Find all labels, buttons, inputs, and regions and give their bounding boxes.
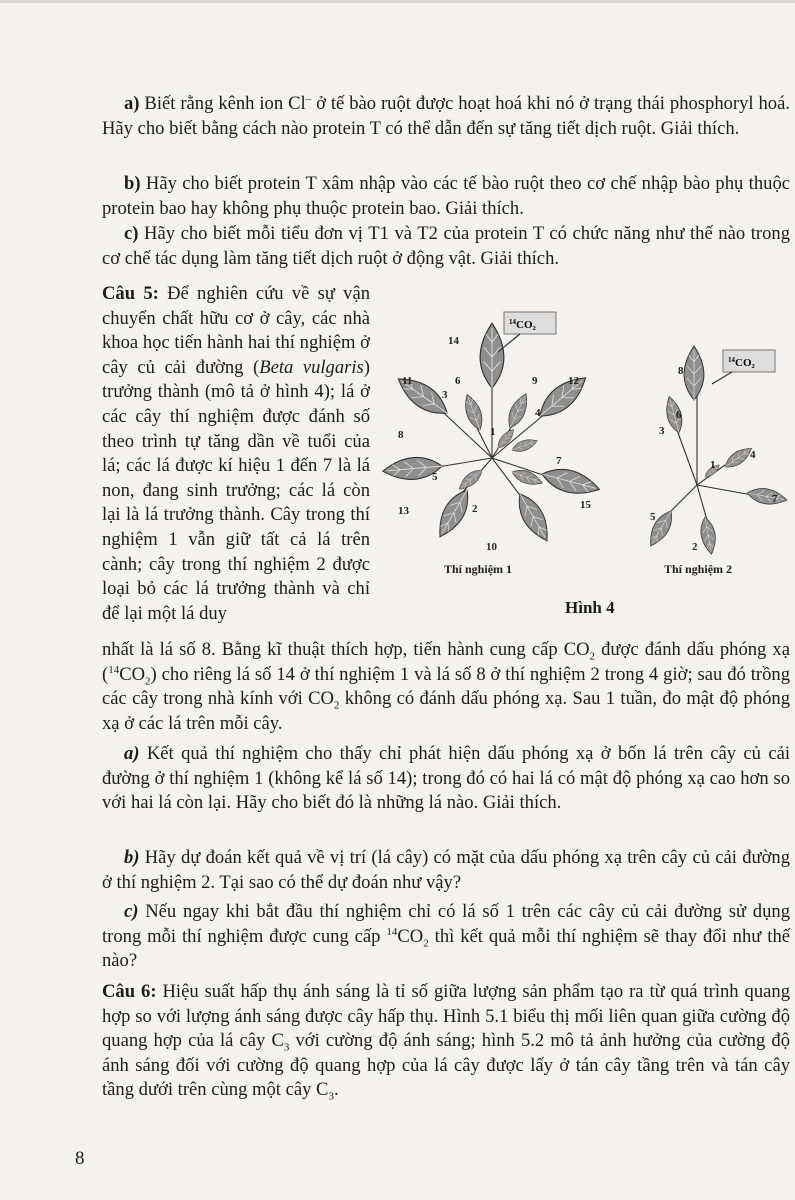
co2-label-exp1: [498, 312, 556, 352]
plant-diagram: [380, 300, 795, 600]
exp2-leaf-label: 1: [710, 459, 716, 471]
exp2-leaf-label: 6: [676, 409, 682, 421]
exp1-leaf-label: 6: [455, 375, 461, 387]
exp1-leaf-label: 14: [448, 335, 459, 347]
exp1-leaf-label: 11: [402, 375, 413, 387]
exp1-leaf-label: 3: [442, 389, 448, 401]
cont-4: ) cho riêng lá số 14 ở thí nghiệm 1 và lá số 8 ở thí nghiệm 2 trong 4 giờ; sau đó trồng các cây trong nhà kính với CO: [102, 663, 790, 710]
sub-2: 2: [333, 699, 340, 712]
para-b: [102, 172, 790, 221]
para-a-pre: Biết rằng kênh ion Cl: [139, 93, 306, 114]
exp1-caption: Thí nghiệm 1: [444, 562, 513, 576]
para-a-post: ở tế bào ruột được hoạt hoá khi nó ở trạng thái phosphoryl hoá. Hãy cho biết bằng cách nào protein T có thể dẫn đến sự tăng tiết dịch ruột. Giải thích.: [102, 93, 790, 139]
cont-2: được đánh dấu phóng xạ (: [102, 639, 790, 685]
label-b: b): [124, 173, 141, 194]
exp1-leaf-label: 13: [398, 505, 409, 517]
cau5-c: [102, 900, 790, 974]
cau5-c-text-3: thì kết quả mỗi thí nghiệm sẽ thay đổi như thế nào?: [102, 925, 790, 972]
exp2-leaf-label: 7: [772, 493, 778, 505]
cau5-b-text: Hãy dự đoán kết quả về vị trí (lá cây) có mặt của dấu phóng xạ trên cây củ cải đường ở thí nghiệm 2. Tại sao có thể dự đoán như vậy?: [102, 847, 790, 893]
exp2-caption: Thí nghiệm 2: [664, 562, 733, 576]
exp1-leaf-label: 12: [568, 375, 579, 387]
cau5-b: [102, 846, 790, 895]
cau5-a: [102, 742, 790, 816]
cau6-t2: với cường độ ánh sáng; hình 5.2 mô tả ảnh hưởng của cường độ ánh sáng đối với cường độ quang hợp của lá cây được lấy ở tán cây tầng trên và tán cây tầng dưới trên cùng một cây C: [102, 1030, 790, 1101]
para-a: [102, 92, 790, 141]
exp2-leaf-label: 4: [750, 449, 756, 461]
sup-14: 14: [386, 925, 398, 938]
cau5-a-text: Kết quả thí nghiệm cho thấy chỉ phát hiện dấu phóng xạ ở bốn lá trên cây củ cải đường ở thí nghiệm 1 (không kể lá số 14); trong đó có hai lá có mật độ phóng xạ cao hơn so với hai lá còn lại. Hãy cho biết đó là những lá nào. Giải thích.: [102, 743, 790, 814]
cont-1: nhất là lá số 8. Bằng kĩ thuật thích hợp, tiến hành cung cấp CO: [102, 639, 590, 660]
para-a-sup: –: [305, 92, 312, 105]
svg-text:14CO₂: $^{14}$CO₂: [728, 356, 755, 369]
cau6: [102, 980, 790, 1103]
cau5-c-label: c): [124, 901, 139, 922]
exp1-leaf-label: 15: [580, 499, 591, 511]
top-border: [0, 0, 795, 3]
exp1-leaf-label: 1: [490, 426, 496, 438]
exp1-leaf-label: 2: [472, 503, 478, 515]
co2-label-exp2: [712, 350, 775, 384]
cau5-continuation: [102, 638, 790, 736]
cau5-label: Câu 5:: [102, 283, 159, 304]
cau5-c-text-2: CO: [397, 925, 424, 947]
cau6-label: Câu 6:: [102, 981, 157, 1002]
sub-2: 2: [423, 937, 429, 950]
exp1-leaf-label: 10: [486, 541, 497, 553]
sub-3: 3: [328, 1091, 334, 1104]
exp1-leaf-label: 4: [535, 407, 541, 419]
sub-2: 2: [589, 650, 596, 663]
sub-2: 2: [145, 675, 151, 688]
para-c: [102, 222, 790, 271]
exp2-leaf-label: 5: [650, 511, 656, 523]
para-b-text: Hãy cho biết protein T xâm nhập vào các tế bào ruột theo cơ chế nhập bào phụ thuộc protein bao hay không phụ thuộc protein bao. Giải thích.: [102, 173, 790, 219]
cau5-c-text-1: Nếu ngay khi bắt đầu thí nghiệm chỉ có lá số 1 trên các cây củ cải đường sử dụng trong mỗi thí nghiệm được cung cấp: [102, 901, 790, 947]
cau6-t3: .: [333, 1079, 339, 1101]
sub-3: 3: [283, 1041, 290, 1054]
page-number: 8: [75, 1148, 85, 1169]
cau5-b-label: b): [124, 847, 140, 868]
species-name: Beta vulgaris: [259, 356, 364, 378]
exp2-plant: [644, 346, 788, 555]
exp1-leaf-label: 9: [532, 375, 538, 387]
sup-14: 14: [108, 663, 120, 676]
cau5-intro-2: ) trưởng thành (mô tả ở hình 4); lá ở các cây thí nghiệm được đánh số theo trình tự tăng dần về tuổi của lá; các lá được kí hiệu 1 đến 7 là lá non, đang sinh trưởng; các lá còn lại là lá trưởng thành. Cây trong thí nghiệm 1 vẫn giữ tất cả lá trên cành; cây trong thí nghiệm 2 được loại bỏ các lá trưởng thành và chỉ để lại một lá duy: [102, 356, 370, 624]
cont-5: không có đánh dấu phóng xạ. Sau 1 tuần, đo mật độ phóng xạ ở các lá trên mỗi cây.: [102, 688, 790, 734]
label-c: c): [124, 223, 139, 244]
cau5-intro-1: Để nghiên cứu về sự vận chuyển chất hữu cơ ở cây, các nhà khoa học tiến hành hai thí nghiệm ở cây củ cải đường (: [102, 283, 371, 378]
cau6-t1: Hiệu suất hấp thụ ánh sáng là tỉ số giữa lượng sản phẩm tạo ra từ quá trình quang hợp so với lượng ánh sáng được cây hấp thụ. Hình 5.1 biểu thị mối liên quan giữa cường độ quang hợp của lá cây C: [102, 981, 790, 1052]
cau5-intro: [102, 282, 370, 626]
svg-text:14CO₂: $^{14}$CO₂: [509, 318, 536, 331]
exp1-leaf-label: 8: [398, 429, 404, 441]
cont-3: CO: [119, 663, 146, 685]
exp2-leaf-label: 2: [692, 541, 698, 553]
para-c-text: Hãy cho biết mỗi tiểu đơn vị T1 và T2 của protein T có chức năng như thế nào trong cơ chế tác dụng làm tăng tiết dịch ruột ở động vật. Giải thích.: [102, 223, 790, 269]
exp2-leaf-label: 3: [659, 425, 665, 437]
exp1-leaf-label: 5: [432, 471, 438, 483]
label-a: a): [124, 93, 140, 114]
exp1-leaf-label: 7: [556, 455, 562, 467]
figure-title: Hình 4: [565, 598, 615, 617]
cau5-a-label: a): [124, 743, 140, 764]
figure-4: [380, 300, 795, 630]
exp2-leaf-label: 8: [678, 365, 684, 377]
